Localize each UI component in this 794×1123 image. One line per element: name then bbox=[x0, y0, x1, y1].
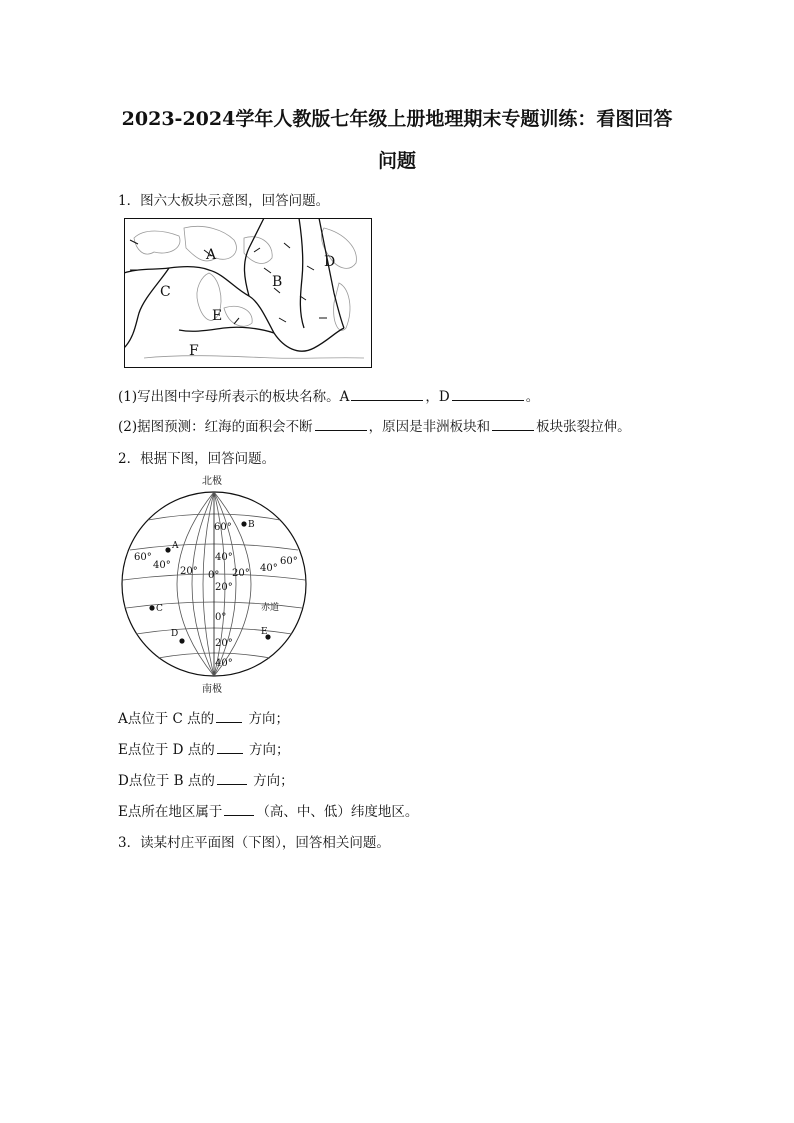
lon-label-e60: 60° bbox=[280, 556, 298, 567]
answer-blank-q2-1[interactable] bbox=[216, 710, 242, 723]
q3-stem: 3．读某村庄平面图（下图），回答相关问题。 bbox=[118, 835, 390, 851]
answer-blank-q2-4[interactable] bbox=[224, 803, 254, 816]
answer-blank-d[interactable] bbox=[452, 388, 524, 401]
globe-diagram bbox=[118, 470, 310, 696]
answer-blank-q2-3[interactable] bbox=[217, 772, 247, 785]
lat-label-40: 40° bbox=[215, 552, 233, 563]
answer-blank-q2-2[interactable] bbox=[217, 741, 243, 754]
globe-point-d-label: D bbox=[171, 629, 179, 639]
q2-line-1: A点位于 C 点的 方向； bbox=[118, 711, 289, 727]
answer-blank-red-sea[interactable] bbox=[315, 418, 367, 431]
globe-point-c bbox=[149, 605, 154, 610]
lon-label-e20: 20° bbox=[232, 568, 250, 579]
q1-sub2: (2)据图预测：红海的面积会不断 ，原因是非洲板块和 板块张裂拉伸。 bbox=[118, 419, 631, 435]
answer-blank-plate[interactable] bbox=[492, 418, 534, 431]
globe-point-a bbox=[165, 547, 170, 552]
q1-sub1: (1)写出图中字母所表示的板块名称。A ，D 。 bbox=[118, 389, 540, 405]
globe-point-c-label: C bbox=[156, 604, 163, 614]
document-title-line2: 问题 bbox=[377, 150, 416, 172]
plate-label-c: C bbox=[160, 284, 171, 300]
lon-label-e40: 40° bbox=[260, 563, 278, 574]
globe-point-b-label: B bbox=[248, 520, 255, 530]
answer-blank-a[interactable] bbox=[351, 388, 423, 401]
equator-label: 赤道 bbox=[261, 603, 280, 613]
plate-label-e: E bbox=[212, 308, 223, 324]
north-pole-label: 北极 bbox=[202, 476, 222, 487]
q2-line-2: E点位于 D 点的 方向； bbox=[118, 742, 290, 758]
q2-line-4: E点所在地区属于 （高、中、低）纬度地区。 bbox=[118, 804, 419, 820]
q2-stem: 2．根据下图，回答问题。 bbox=[118, 451, 276, 467]
globe-point-b bbox=[241, 521, 246, 526]
globe-point-d bbox=[179, 638, 184, 643]
lon-label-w60: 60° bbox=[134, 552, 152, 563]
plate-label-b: B bbox=[272, 274, 283, 290]
south-pole-label: 南极 bbox=[202, 684, 222, 695]
lat-label-60: 60° bbox=[214, 522, 232, 533]
plate-map bbox=[124, 218, 372, 368]
document-title-line1: 2023-2024学年人教版七年级上册地理期末专题训练：看图回答 bbox=[121, 108, 673, 130]
globe-point-a-label: A bbox=[172, 541, 179, 551]
plate-label-a: A bbox=[206, 247, 217, 263]
lat-label-s20: 20° bbox=[215, 638, 233, 649]
lat-label-20: 20° bbox=[215, 582, 233, 593]
lon-label-w20: 20° bbox=[180, 566, 198, 577]
q1-stem: 1．图六大板块示意图，回答问题。 bbox=[118, 193, 330, 209]
plate-label-f: F bbox=[189, 343, 199, 359]
globe-point-e-label: E bbox=[261, 627, 268, 637]
lat-label-s40: 40° bbox=[215, 658, 233, 669]
q2-line-3: D点位于 B 点的 方向； bbox=[118, 773, 294, 789]
lon-label-w40: 40° bbox=[153, 560, 171, 571]
lat-label-equator: 0° bbox=[215, 612, 227, 623]
plate-label-d: D bbox=[324, 254, 336, 270]
lon-label-0: 0° bbox=[208, 570, 220, 581]
